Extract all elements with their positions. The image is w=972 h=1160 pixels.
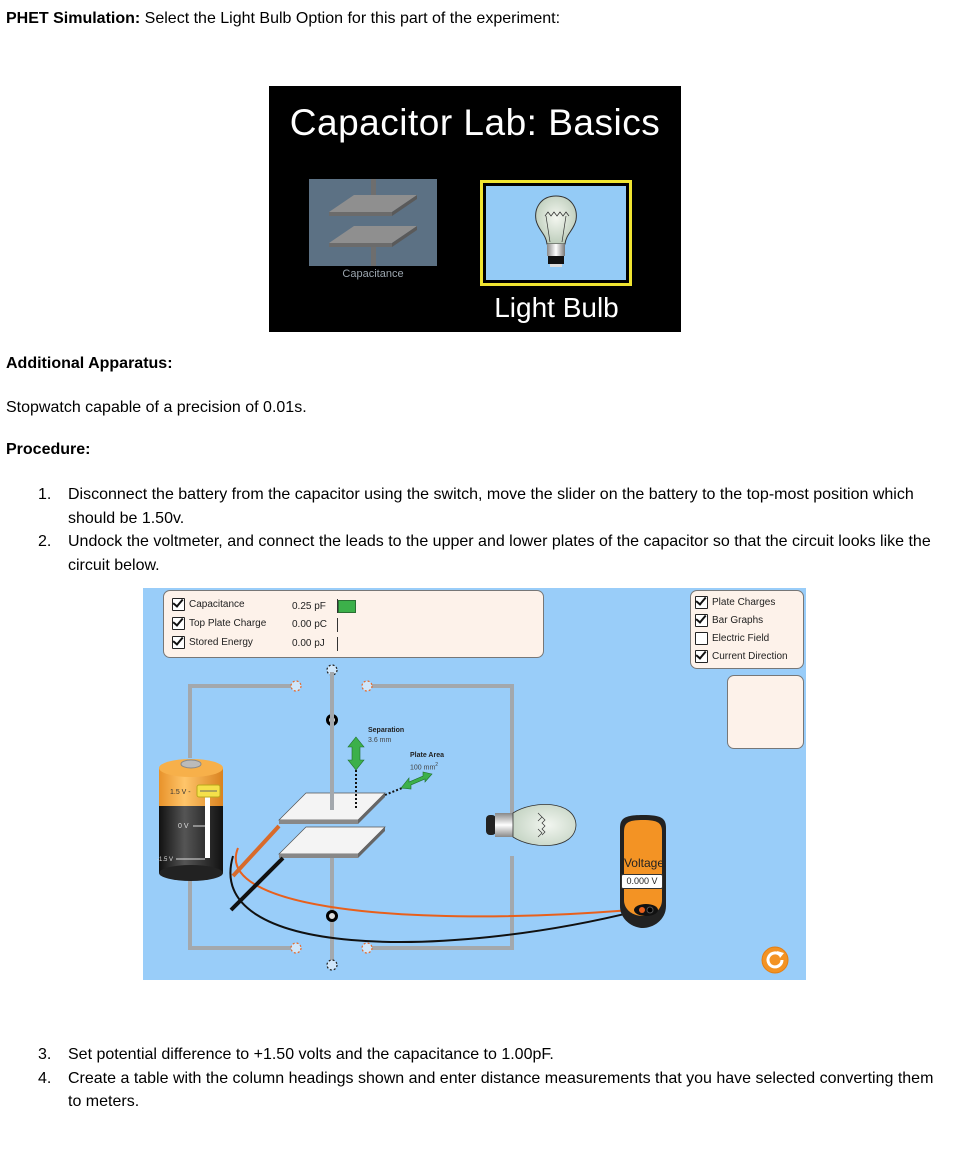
capacitor-plates-icon <box>309 179 437 266</box>
plate-area-drag-arrow[interactable] <box>401 772 433 790</box>
capacitance-value: 0.25 pF <box>292 601 326 612</box>
step-number: 4. <box>38 1069 52 1087</box>
procedure-steps-3-4 <box>38 1043 950 1114</box>
intro-label: PHET Simulation: <box>6 10 141 27</box>
switch-top-right[interactable] <box>359 681 375 693</box>
procedure-step <box>38 530 950 577</box>
reset-icon <box>762 947 788 973</box>
checkbox-checked-icon[interactable] <box>172 598 185 611</box>
checkbox-unchecked-icon[interactable] <box>695 632 708 645</box>
reset-button[interactable] <box>762 947 788 973</box>
procedure-steps-1-2 <box>38 483 950 577</box>
voltmeter[interactable] <box>621 815 667 928</box>
plate-area-exponent: 2 <box>435 762 439 768</box>
bar-axis <box>337 618 338 632</box>
voltmeter-toolbox[interactable] <box>727 675 804 749</box>
step-number: 1. <box>38 486 52 503</box>
voltmeter-label: Voltage <box>623 856 665 870</box>
step-number: 3. <box>38 1046 52 1063</box>
electric-field-toggle[interactable] <box>695 632 769 645</box>
bar-axis <box>337 637 338 651</box>
capacitance-option-label: Capacitance <box>342 268 404 280</box>
light-bulb-option-label: Light Bulb <box>494 292 619 323</box>
capacitance-bar <box>338 600 356 613</box>
separation-drag-arrow[interactable] <box>348 737 366 771</box>
top-plate-charge-meter-toggle[interactable] <box>172 617 266 630</box>
meter-label: Top Plate Charge <box>189 618 267 630</box>
plate-charges-toggle[interactable] <box>695 596 775 609</box>
card-title: Capacitor Lab: Basics <box>289 102 661 143</box>
top-plate-charge-value: 0.00 pC <box>292 619 328 630</box>
separation-label: Separation <box>368 727 405 734</box>
checkbox-checked-icon[interactable] <box>172 636 185 649</box>
capacitor-lab-simulation <box>143 588 806 980</box>
plate-area-label: Plate Area <box>410 752 444 759</box>
step-text: Set potential difference to +1.50 volts and the capacitance to 1.00pF. <box>68 1046 554 1063</box>
switch-top-left[interactable] <box>288 681 304 693</box>
battery-top-label: 1.5 V - <box>170 789 191 796</box>
light-bulb <box>486 800 578 850</box>
battery-voltage-slider[interactable] <box>339 784 365 800</box>
stored-energy-value: 0.00 pJ <box>292 638 325 649</box>
apparatus-heading: Additional Apparatus: <box>6 355 173 372</box>
option-label: Current Direction <box>712 651 788 663</box>
step-text: Disconnect the battery from the capacitor using the switch, move the slider on the battery to the top-most position which should be 1.50v. <box>68 486 914 527</box>
intro-line <box>6 9 560 28</box>
checkbox-checked-icon[interactable] <box>695 614 708 627</box>
option-label: Bar Graphs <box>712 615 764 627</box>
plate-area-number: 100 mm <box>410 764 436 772</box>
light-bulb-icon <box>486 186 626 280</box>
bar-graphs-toggle[interactable] <box>695 614 763 627</box>
checkbox-checked-icon[interactable] <box>695 650 708 663</box>
option-label: Electric Field <box>712 633 770 645</box>
meter-label: Stored Energy <box>189 637 253 649</box>
meter-label: Capacitance <box>189 599 245 611</box>
meter-panel <box>163 590 544 658</box>
procedure-step <box>38 483 950 530</box>
procedure-step <box>38 1067 950 1114</box>
procedure-heading: Procedure: <box>6 441 91 458</box>
apparatus-text: Stopwatch capable of a precision of 0.01s. <box>6 399 307 416</box>
capacitor-lab-title-card <box>269 86 681 332</box>
capacitance-meter-toggle[interactable] <box>172 598 245 611</box>
separation-value: 3.6 mm <box>368 737 392 744</box>
checkbox-checked-icon[interactable] <box>695 596 708 609</box>
plate-area-value <box>410 762 438 771</box>
capacitance-option[interactable] <box>309 179 437 266</box>
voltmeter-readout: 0.000 V <box>621 874 663 889</box>
procedure-step <box>38 1043 950 1067</box>
checkbox-checked-icon[interactable] <box>172 617 185 630</box>
option-label: Plate Charges <box>712 597 776 609</box>
battery <box>157 671 227 881</box>
current-direction-toggle[interactable] <box>695 650 788 663</box>
svg-text:0 V: 0 V <box>178 823 189 830</box>
stored-energy-meter-toggle[interactable] <box>172 636 253 649</box>
step-number: 2. <box>38 533 52 550</box>
step-text: Undock the voltmeter, and connect the leads to the upper and lower plates of the capacitor so that the circuit looks like the circuit below. <box>68 533 931 574</box>
view-options-panel <box>690 590 804 669</box>
intro-text: Select the Light Bulb Option for this part of the experiment: <box>140 10 561 27</box>
step-text: Create a table with the column headings shown and enter distance measurements that you have selected converting them to meters. <box>68 1069 934 1110</box>
light-bulb-option[interactable] <box>480 180 632 286</box>
svg-text:-1.5 V: -1.5 V <box>157 857 174 863</box>
